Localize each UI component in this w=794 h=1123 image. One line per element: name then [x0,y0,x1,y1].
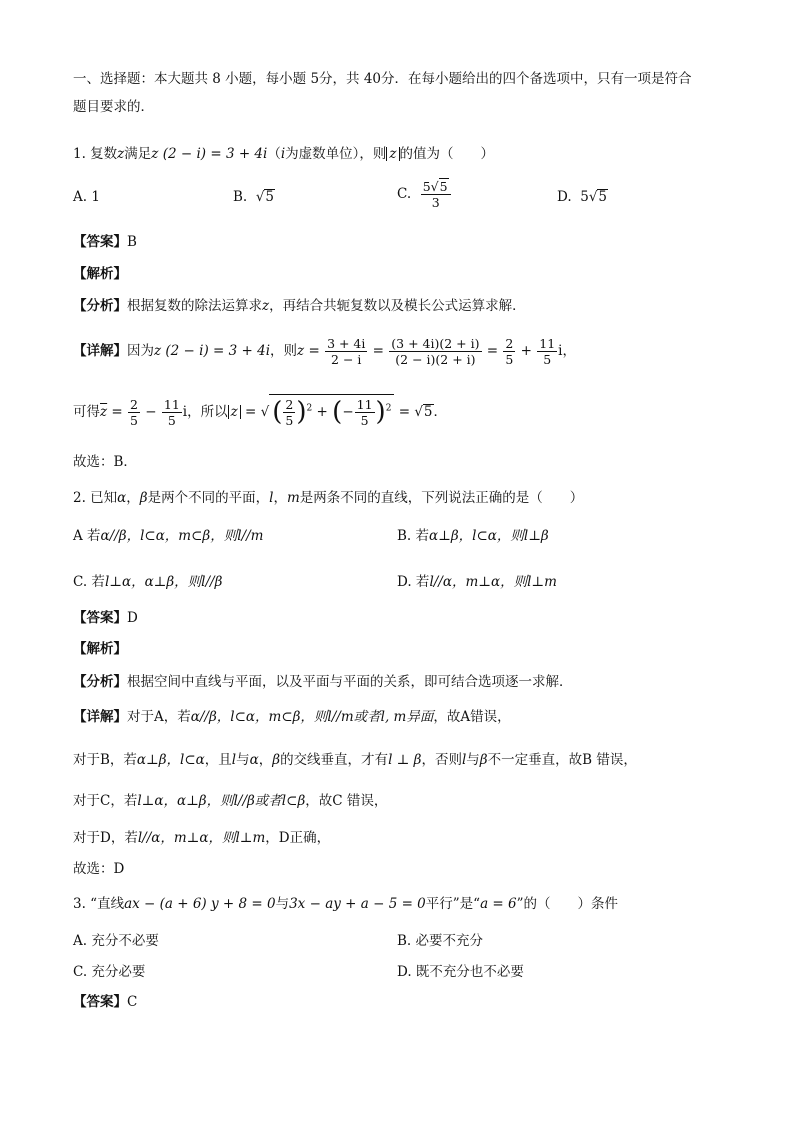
q3-stem: 3. “直线ax − (a + 6) y + 8 = 0与3x − ay + a − 5 = 0平行”是“a = 6”的（ ）条件 [73,896,619,912]
q1-answer: 【答案】B [73,234,137,250]
q1-fenxi: 【分析】根据复数的除法运算求z，再结合共轭复数以及模长公式运算求解． [73,298,526,314]
section-header-line2: 题目要求的． [73,99,154,115]
q2-option-d: D. 若l//α，m⊥α，则l⊥m [397,574,557,590]
q2-fenxi: 【分析】根据空间中直线与平面，以及平面与平面的关系，即可结合选项逐一求解． [73,674,573,690]
q2-answer: 【答案】D [73,610,138,626]
q1-detail: 【详解】因为z (2 − i) = 3 + 4i，则z = $\frac{3 + 4i}{2 - i}$ = $\frac{(3 + 4i)(2 + i)}{(2 - i)(2 + i)}$ = $\frac{2}{5}$ + $\frac{11}{5}$ i， [73,336,576,367]
q2-detail-d: 对于D，若l//α，m⊥α，则l⊥m，D正确， [73,830,331,846]
q1-option-b: B. √5 [233,189,275,205]
q2-option-b: B. 若α⊥β，l⊂α，则l⊥β [397,528,549,544]
q1-analysis-tag: 【解析】 [73,266,127,282]
section-header-line1: 一、选择题：本大题共 8 小题，每小题 5分，共 40分．在每小题给出的四个备选项中，只有一项是符合 [73,71,692,87]
q2-detail-c: 对于C，若l⊥α，α⊥β，则l//β或者l⊂β，故C 错误， [73,793,388,809]
q1-option-b-value: √5 [255,189,275,205]
q2-option-c: C. 若l⊥α，α⊥β，则l//β [73,574,223,590]
q1-option-d: D. 5√5 [557,189,608,205]
q2-conclusion: 故选：D [73,861,125,877]
q2-option-a: A 若α//β，l⊂α，m⊂β，则l//m [73,528,264,544]
q3-option-a: A. 充分不必要 [73,933,159,949]
q1-equation: z [151,146,159,162]
q2-detail-b: 对于B，若α⊥β，l⊂α，且l与α，β的交线垂直，才有l ⊥ β，否则l与β不一定垂直，故B 错误， [73,752,637,768]
q2-analysis-tag: 【解析】 [73,641,127,657]
q1-stem: 1. 复数z满足z (2 − i) = 3 + 4i（i为虚数单位），则 z 的值为（ ） [73,146,495,162]
q2-stem: 2. 已知α，β是两个不同的平面，l，m是两条不同的直线，下列说法正确的是（ ） [73,490,584,506]
q3-option-d: D. 既不充分也不必要 [397,964,524,980]
q2-detail-a: 【详解】对于A，若α//β，l⊂α，m⊂β，则l//m或者l, m异面，故A错误， [73,709,511,725]
q1-modulus-line: 可得$\overline{z}$ = $\frac{2}{5}$ − $\frac{11}{5}$ i，所以 z = √ ( $\frac{2}{5}$ )$^2$ + (− $\frac{11}{5}$ )$^2$ = √5． [73,394,447,430]
q3-option-b: B. 必要不充分 [397,933,484,949]
q3-option-c: C. 充分必要 [73,964,146,980]
q1-option-a: A. 1 [73,189,100,205]
q3-answer: 【答案】C [73,994,138,1010]
q1-option-c: C. $\frac{5√5}{3}$ [397,178,452,210]
q1-conclusion: 故选：B． [73,454,137,470]
